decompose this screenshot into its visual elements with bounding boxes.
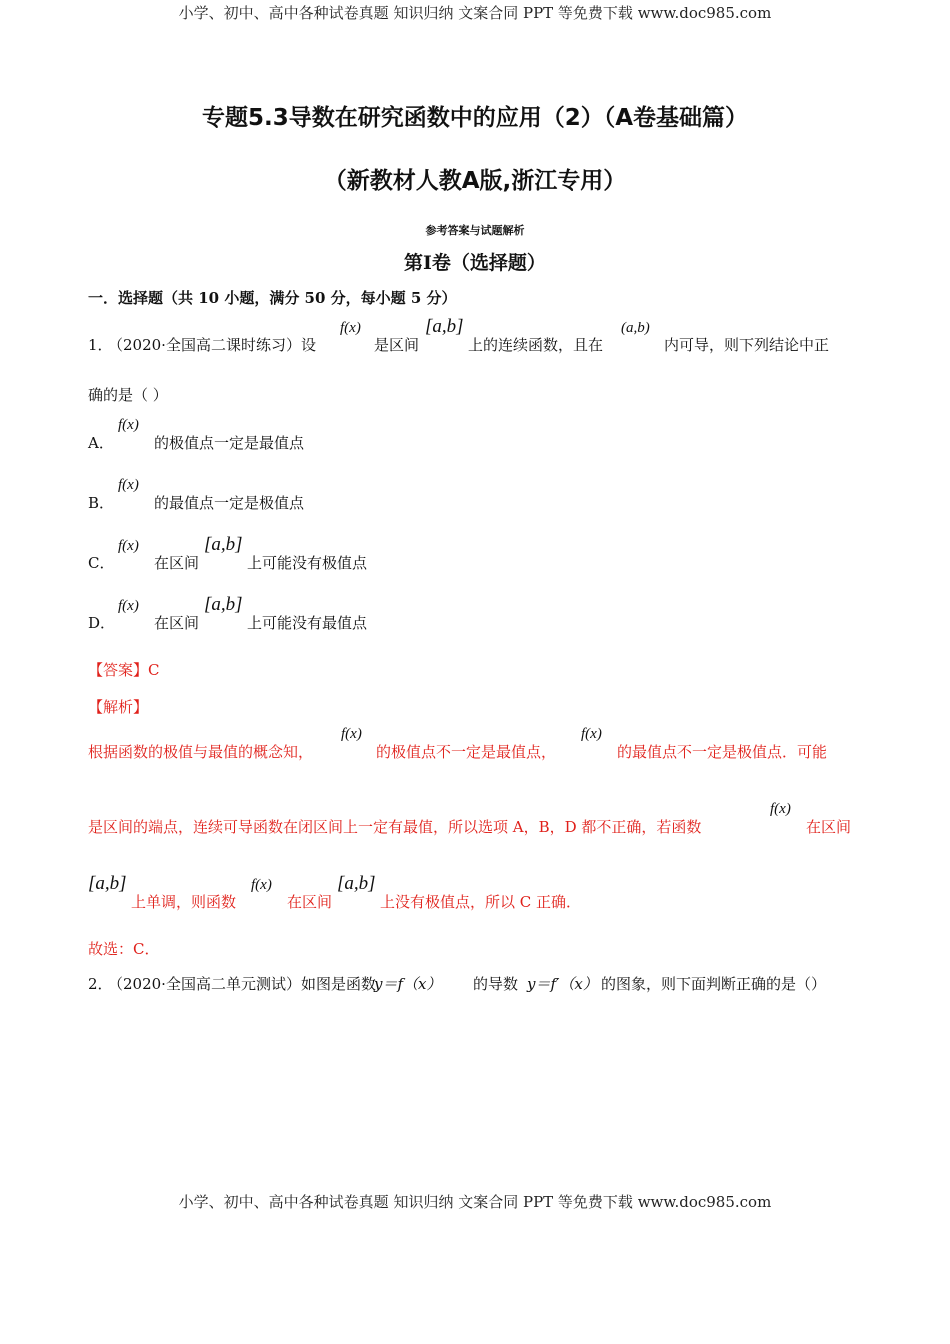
math-equation: y＝f（x）: [374, 975, 442, 993]
analysis-text: 根据函数的极值与最值的概念知，: [88, 743, 314, 761]
option-letter: A．: [88, 434, 114, 452]
math-interval-closed: [a,b]: [204, 534, 243, 555]
analysis-conclusion: 故选：C．: [88, 940, 160, 958]
math-fx: f(x): [581, 726, 602, 742]
analysis-text: 的极值点不一定是最值点，: [376, 743, 557, 761]
option-text: 的最值点一定是极值点: [154, 494, 305, 512]
math-fx: f(x): [118, 477, 139, 493]
question-text: （2020·全国高二课时练习）设: [108, 336, 316, 354]
math-fx: f(x): [118, 538, 139, 554]
math-interval-closed: [a,b]: [204, 594, 243, 615]
option-text: 上可能没有极值点: [247, 554, 368, 572]
question-number: 2．: [88, 975, 113, 993]
analysis-text: 上单调，则函数: [131, 893, 237, 911]
answer: 【答案】C: [88, 661, 160, 679]
math-interval-open: (a,b): [621, 320, 650, 336]
page-title: 专题5.3导数在研究函数中的应用（2）（A卷基础篇）: [201, 105, 749, 131]
analysis-text: 上没有极值点，所以 C 正确．: [380, 893, 582, 911]
option-text: 上可能没有最值点: [247, 614, 368, 632]
option-letter: C．: [88, 554, 115, 572]
page-header: 小学、初中、高中各种试卷真题 知识归纳 文案合同 PPT 等免费下载 www.doc985.com: [178, 4, 772, 22]
question-number: 1．: [88, 336, 113, 354]
page-subtitle: 参考答案与试题解析: [425, 224, 525, 237]
math-fx: f(x): [118, 417, 139, 433]
question-text: 是区间: [374, 336, 420, 354]
option-letter: B．: [88, 494, 115, 512]
question-text: （2020·全国高二单元测试）如图是函数: [108, 975, 376, 993]
math-fx: f(x): [341, 726, 362, 742]
math-interval-closed: [a,b]: [88, 873, 127, 894]
math-equation: y＝f′（x）: [527, 975, 598, 993]
page-footer: 小学、初中、高中各种试卷真题 知识归纳 文案合同 PPT 等免费下载 www.doc985.com: [178, 1193, 772, 1211]
math-fx: f(x): [118, 598, 139, 614]
question-text: 的图象，则下面判断正确的是（）: [601, 975, 827, 993]
math-fx: f(x): [770, 801, 791, 817]
option-text: 在区间: [154, 614, 200, 632]
option-letter: D．: [88, 614, 116, 632]
question-text: 内可导，则下列结论中正: [664, 336, 830, 354]
question-text: 确的是（ ）: [88, 386, 168, 404]
question-text: 上的连续函数，且在: [468, 336, 604, 354]
analysis-text: 是区间的端点，连续可导函数在闭区间上一定有最值，所以选项 A，B，D 都不正确，若函数: [88, 818, 702, 836]
math-fx: f(x): [340, 320, 361, 336]
math-interval-closed: [a,b]: [425, 316, 464, 337]
page-title-line2: （新教材人教A版,浙江专用）: [323, 168, 627, 194]
option-text: 在区间: [154, 554, 200, 572]
question-text: 的导数: [473, 975, 519, 993]
option-text: 的极值点一定是最值点: [154, 434, 305, 452]
analysis-label: 【解析】: [88, 698, 149, 716]
math-fx: f(x): [251, 877, 272, 893]
analysis-text: 在区间: [287, 893, 333, 911]
analysis-text: 在区间: [806, 818, 852, 836]
math-interval-closed: [a,b]: [337, 873, 376, 894]
volume-title: 第Ⅰ卷（选择题）: [404, 252, 546, 274]
analysis-text: 的最值点不一定是极值点．可能: [617, 743, 828, 761]
section-heading: 一．选择题（共 10 小题，满分 50 分，每小题 5 分）: [88, 289, 457, 307]
